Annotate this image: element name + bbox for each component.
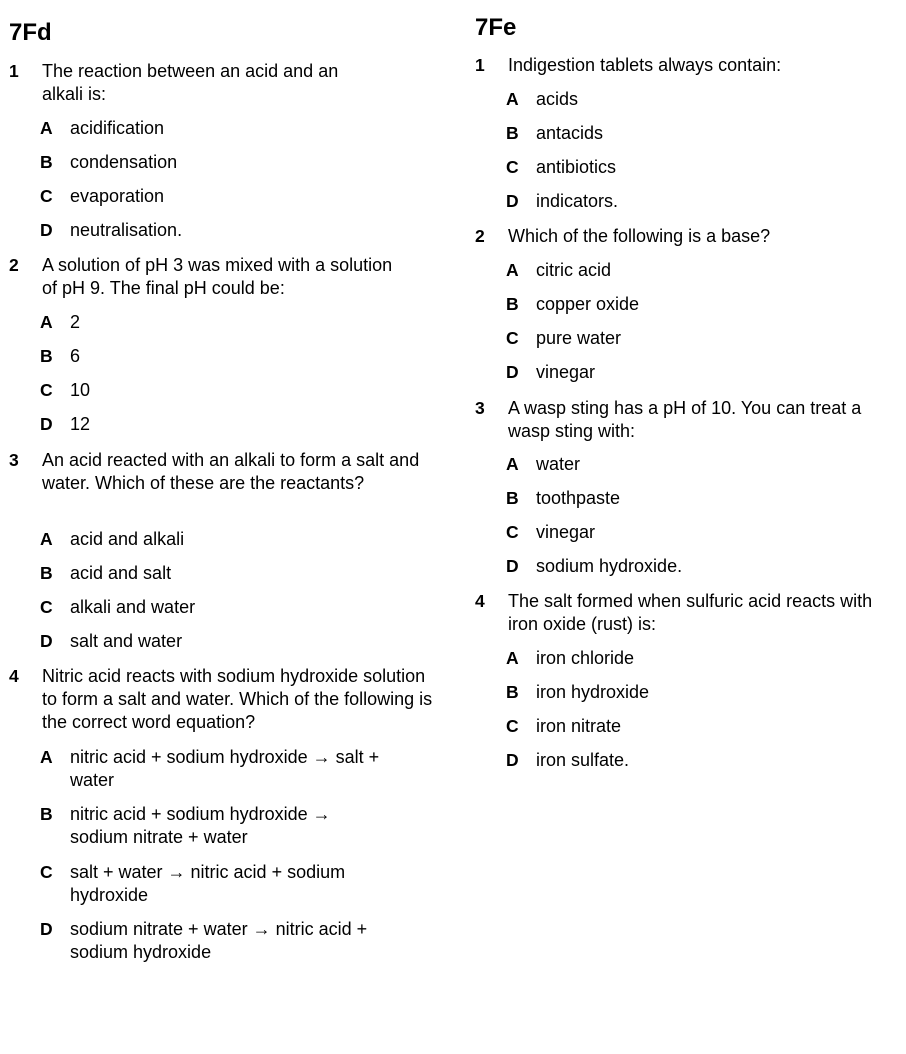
question-text: The salt formed when sulfuric acid reacts with iron oxide (rust) is: bbox=[508, 591, 873, 634]
question-number: 1 bbox=[475, 55, 485, 75]
option-letter: B bbox=[506, 123, 519, 143]
question-text: An acid reacted with an alkali to form a salt and water. Which of these are the reactants? bbox=[42, 450, 420, 493]
option-text: 12 bbox=[70, 414, 91, 434]
option-text: iron sulfate. bbox=[536, 750, 630, 770]
option-letter: A bbox=[40, 118, 53, 138]
question-number: 1 bbox=[9, 61, 19, 81]
option-text: 2 bbox=[70, 312, 81, 332]
option-letter: C bbox=[506, 716, 519, 736]
option-letter: A bbox=[506, 454, 519, 474]
option-letter: C bbox=[506, 157, 519, 177]
option-text: nitric acid + sodium hydroxide → sodium nitrate + water bbox=[70, 804, 331, 847]
question-text: Which of the following is a base? bbox=[508, 226, 771, 246]
question-number: 4 bbox=[9, 666, 19, 686]
option-text: acidification bbox=[70, 118, 165, 138]
option-letter: C bbox=[40, 380, 53, 400]
question-text: Indigestion tablets always contain: bbox=[508, 55, 782, 75]
option-text: acid and salt bbox=[70, 563, 172, 583]
question-number: 3 bbox=[9, 450, 19, 470]
option-letter: C bbox=[40, 862, 53, 882]
option-text: iron nitrate bbox=[536, 716, 622, 736]
option-letter: D bbox=[40, 220, 53, 240]
option-text: salt and water bbox=[70, 631, 183, 651]
option-text: toothpaste bbox=[536, 488, 621, 508]
option-letter: B bbox=[40, 346, 53, 366]
option-text: sodium hydroxide. bbox=[536, 556, 683, 576]
option-letter: C bbox=[40, 597, 53, 617]
option-text: vinegar bbox=[536, 362, 596, 382]
option-letter: B bbox=[40, 152, 53, 172]
option-text: pure water bbox=[536, 328, 622, 348]
option-text: evaporation bbox=[70, 186, 165, 206]
option-letter: D bbox=[506, 556, 519, 576]
option-text: indicators. bbox=[536, 191, 619, 211]
option-text: copper oxide bbox=[536, 294, 640, 314]
question-number: 2 bbox=[475, 226, 485, 246]
option-text: condensation bbox=[70, 152, 178, 172]
question-text: A wasp sting has a pH of 10. You can treat a wasp sting with: bbox=[508, 398, 862, 441]
option-text: 10 bbox=[70, 380, 91, 400]
option-letter: B bbox=[506, 294, 519, 314]
option-letter: D bbox=[40, 414, 53, 434]
option-text: iron hydroxide bbox=[536, 682, 650, 702]
option-text: alkali and water bbox=[70, 597, 196, 617]
option-letter: D bbox=[506, 750, 519, 770]
option-text: citric acid bbox=[536, 260, 612, 280]
question-text: Nitric acid reacts with sodium hydroxide solution to form a salt and water. Which of the following is the correct word equation? bbox=[42, 666, 433, 732]
option-text: iron chloride bbox=[536, 648, 635, 668]
option-letter: D bbox=[40, 919, 53, 939]
option-letter: B bbox=[506, 488, 519, 508]
option-letter: C bbox=[506, 522, 519, 542]
option-letter: D bbox=[506, 191, 519, 211]
option-text: 6 bbox=[70, 346, 81, 366]
section-title: 7Fe bbox=[475, 14, 517, 41]
option-letter: B bbox=[40, 804, 53, 824]
option-letter: A bbox=[40, 529, 53, 549]
option-text: antibiotics bbox=[536, 157, 617, 177]
option-text: salt + water → nitric acid + sodium hydroxide bbox=[70, 862, 346, 905]
question-number: 2 bbox=[9, 255, 19, 275]
option-letter: B bbox=[40, 563, 53, 583]
option-text: acid and alkali bbox=[70, 529, 185, 549]
option-text: neutralisation. bbox=[70, 220, 183, 240]
question-text: The reaction between an acid and an alkali is: bbox=[42, 61, 339, 104]
option-letter: A bbox=[506, 648, 519, 668]
option-text: acids bbox=[536, 89, 579, 109]
option-letter: B bbox=[506, 682, 519, 702]
question-number: 4 bbox=[475, 591, 485, 611]
option-text: sodium nitrate + water → nitric acid + sodium hydroxide bbox=[70, 919, 368, 962]
option-text: nitric acid + sodium hydroxide → salt + water bbox=[70, 747, 380, 790]
question-text: A solution of pH 3 was mixed with a solution of pH 9. The final pH could be: bbox=[42, 255, 393, 298]
option-letter: A bbox=[506, 260, 519, 280]
option-letter: C bbox=[506, 328, 519, 348]
question-number: 3 bbox=[475, 398, 485, 418]
option-letter: A bbox=[506, 89, 519, 109]
option-letter: A bbox=[40, 747, 53, 767]
option-text: antacids bbox=[536, 123, 604, 143]
option-letter: C bbox=[40, 186, 53, 206]
section-title: 7Fd bbox=[9, 19, 52, 46]
option-text: vinegar bbox=[536, 522, 596, 542]
option-letter: D bbox=[40, 631, 53, 651]
option-letter: A bbox=[40, 312, 53, 332]
option-text: water bbox=[536, 454, 581, 474]
option-letter: D bbox=[506, 362, 519, 382]
